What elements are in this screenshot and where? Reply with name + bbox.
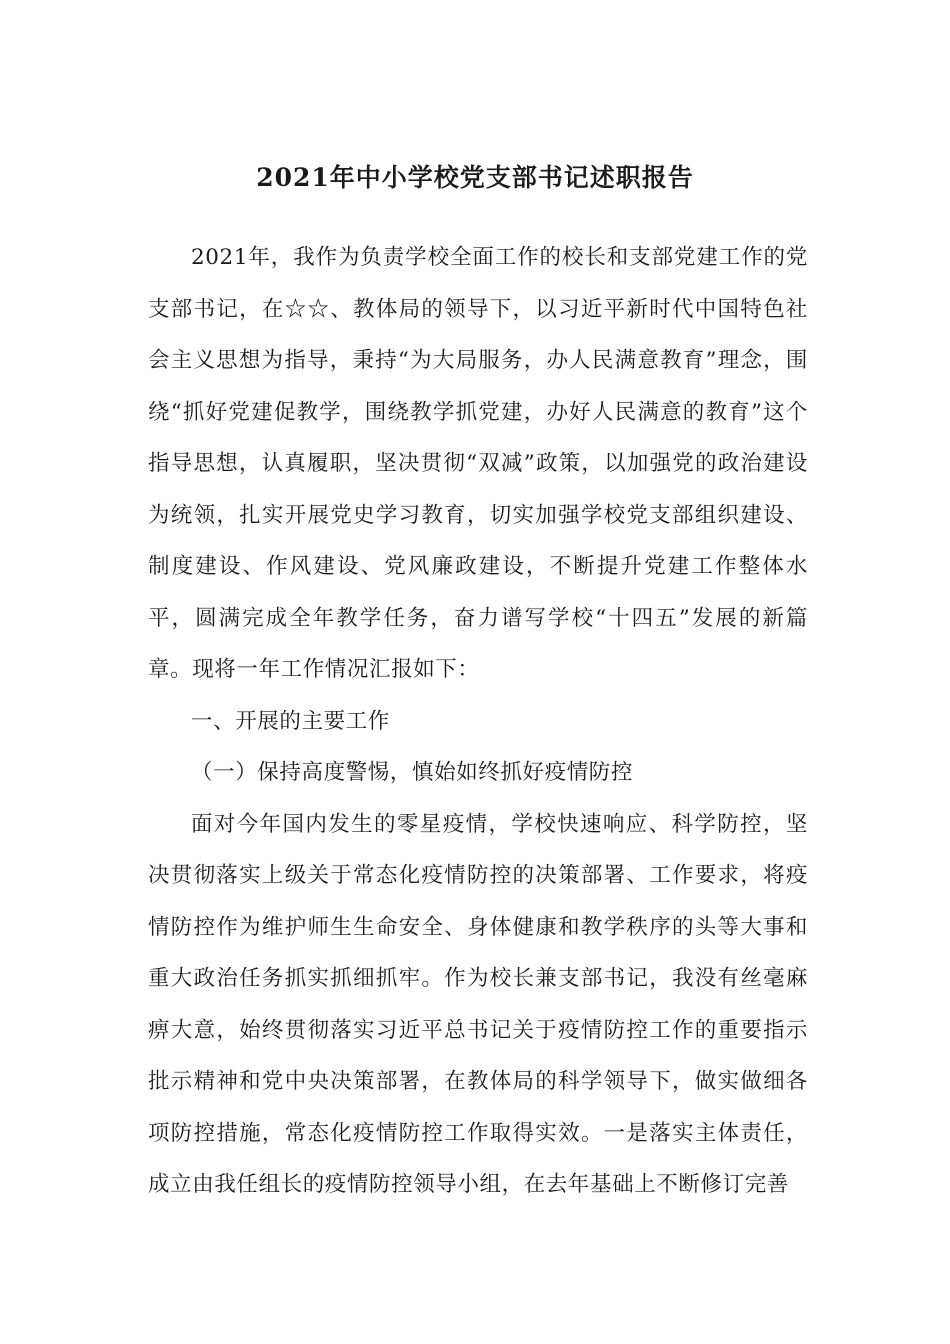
subsection-heading-1: （一）保持高度警惕，慎始如终抓好疫情防控 — [191, 760, 634, 785]
paragraph-epidemic: 面对今年国内发生的零星疫情，学校快速响应、科学防控，坚决贯彻落实上级关于常态化疫情防控的决策部署、工作要求，将疫情防控作为维护师生生命安全、身体健康和教学秩序的头等大事和重大政治任务抓实抓细抓牢。作为校长兼支部书记，我没有丝毫麻痹大意，始终贯彻落实习近平总书记关于疫情防控工作的重要指示批示精神和党中央决策部署，在教体局的科学领导下，做实做细各项防控措施，常态化疫情防控工作取得实效。一是落实主体责任，成立由我任组长的疫情防控领导小组，在去年基础上不断修订完善 — [148, 811, 808, 1197]
document-body — [148, 232, 808, 1211]
section-heading-1: 一、开展的主要工作 — [191, 708, 390, 734]
paragraph-intro: 2021年，我作为负责学校全面工作的校长和支部党建工作的党支部书记，在☆☆、教体局的领导下，以习近平新时代中国特色社会主义思想为指导，秉持“为大局服务，办人民满意教育”理念，围绕“抓好党建促教学，围绕教学抓党建，办好人民满意的教育”这个指导思想，认真履职，坚决贯彻“双减”政策，以加强党的政治建设为统领，扎实开展党史学习教育，切实加强学校党支部组织建设、制度建设、作风建设、党风廉政建设，不断提升党建工作整体水平，圆满完成全年教学任务，奋力谱写学校“十四五”发展的新篇章。现将一年工作情况汇报如下： — [148, 245, 808, 682]
document-title: 2021年中小学校党支部书记述职报告 — [256, 163, 694, 192]
